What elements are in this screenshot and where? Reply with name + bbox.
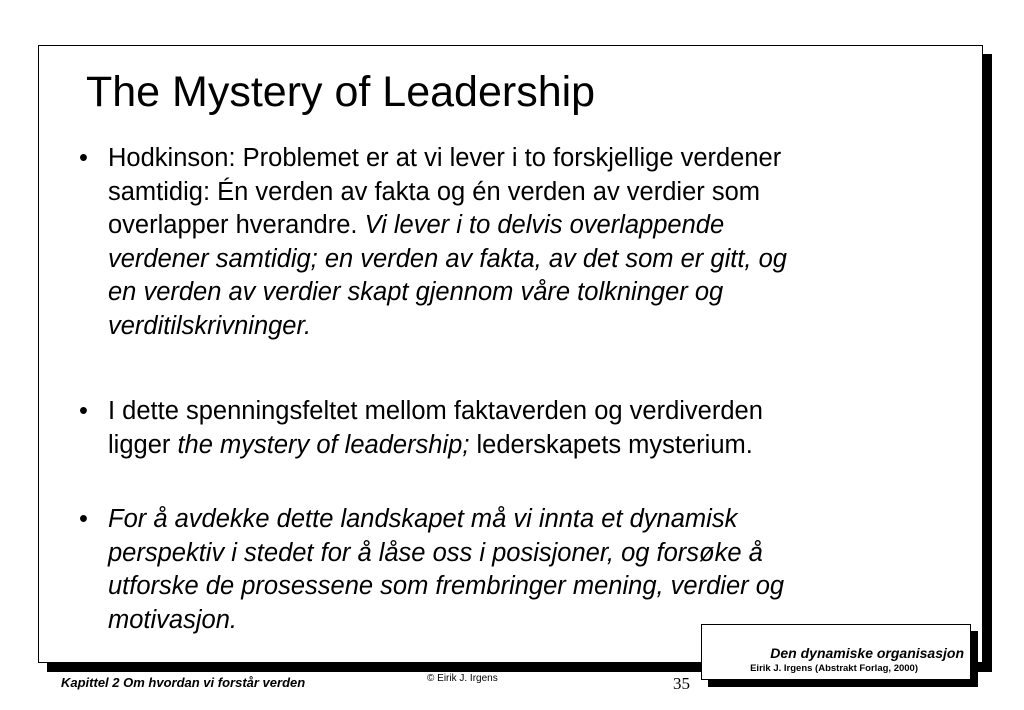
- text-run: overlapper hverandre.: [108, 211, 365, 239]
- bullet-line: [108, 310, 988, 344]
- text-run: Vi lever i to delvis overlappende: [364, 211, 725, 239]
- text-run: perspektiv i stedet for å låse oss i posisjoner, og forsøke å: [108, 538, 763, 567]
- bullet-line: [108, 429, 988, 463]
- footer-chapter: Kapittel 2 Om hvordan vi forstår verden: [61, 675, 306, 690]
- text-run: ligger: [108, 430, 178, 459]
- book-title: Den dynamiske organisasjon: [770, 645, 964, 661]
- bullet-line: [108, 176, 988, 210]
- bullet-text: [108, 142, 988, 343]
- footer-copyright: © Eirik J. Irgens: [427, 673, 498, 684]
- bullet-text: [108, 395, 988, 462]
- bullet-line: [108, 142, 988, 176]
- text-run: the mystery of leadership;: [177, 430, 470, 459]
- bullet-line: [108, 537, 988, 571]
- bullet-line: [108, 503, 988, 537]
- text-run: lederskapets mysterium.: [469, 430, 753, 459]
- text-run: motivasjon.: [108, 605, 237, 634]
- text-run: verdener samtidig; en verden av fakta, av det som er gitt, og: [108, 244, 787, 273]
- text-run: en verden av verdier skapt gjennom våre tolkninger og: [108, 278, 724, 306]
- bullet-text: [108, 503, 988, 637]
- bullet-dot: •: [79, 505, 88, 533]
- slide-title: The Mystery of Leadership: [86, 68, 596, 116]
- text-run: For å avdekke dette landskapet må vi innta et dynamisk: [108, 505, 738, 533]
- book-badge: [701, 624, 971, 680]
- book-author: Eirik J. Irgens (Abstrakt Forlag, 2000): [750, 663, 918, 674]
- bullet-line: [108, 395, 988, 429]
- bullet-line: [108, 243, 988, 277]
- page-number: 35: [673, 674, 690, 693]
- bullet-line: [108, 209, 988, 243]
- bullet-dot: •: [79, 397, 88, 425]
- text-run: samtidig: Én verden av fakta og én verden av verdier som: [108, 177, 761, 206]
- bullet-item-1: [79, 142, 988, 343]
- bullet-dot: •: [79, 144, 88, 172]
- text-run: Hodkinson: Problemet er at vi lever i to forskjellige verdener: [108, 144, 782, 172]
- text-run: verditilskrivninger.: [108, 311, 312, 340]
- text-run: utforske de prosessene som frembringer mening, verdier og: [108, 572, 785, 600]
- bullet-item-3: [79, 503, 988, 637]
- bullet-line: [108, 276, 988, 310]
- bullet-item-2: [79, 395, 988, 462]
- text-run: I dette spenningsfeltet mellom faktaverden og verdiverden: [108, 397, 763, 425]
- bullet-line: [108, 570, 988, 604]
